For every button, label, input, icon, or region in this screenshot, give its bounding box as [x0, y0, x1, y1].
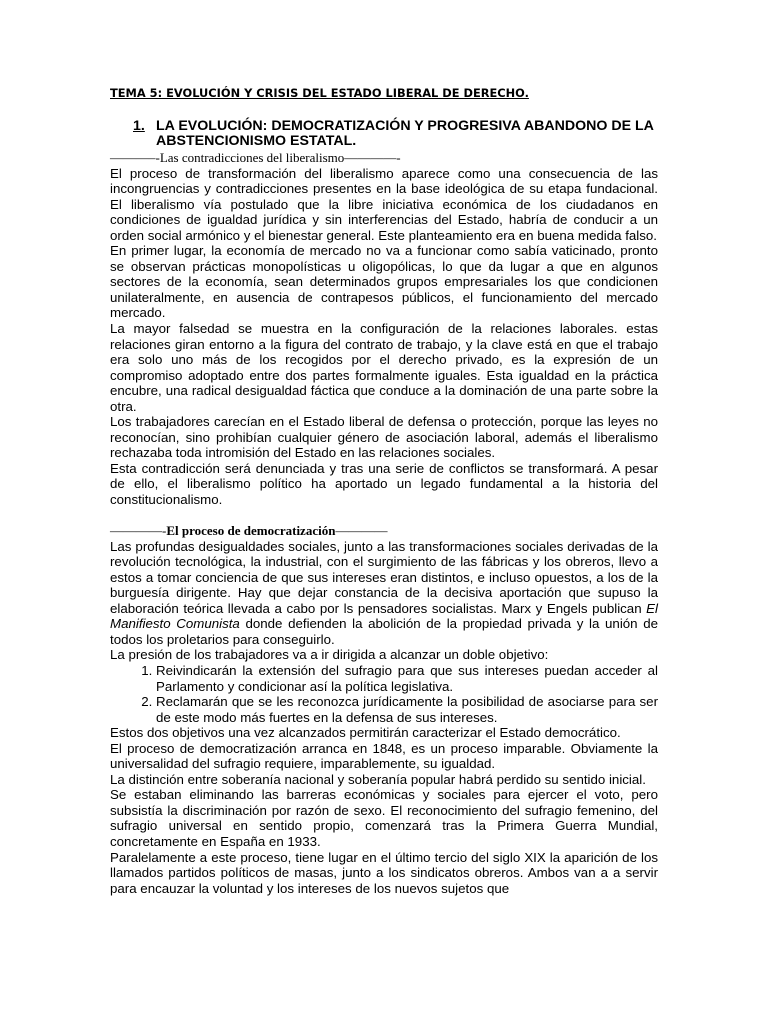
paragraph: El proceso de transformación del liberalismo aparece como una consecuencia de las incongruencias y contradicciones presentes en la base ideológica de su etapa fundacional. El liberalismo vía postulado que la libre iniciativa económica de los ciudadanos en condiciones de igualdad jurídica y sin interferencias del Estado, habría de conducir a un orden social armónico y el bienestar general. Este planteamiento era en buena medida falso.	[110, 165, 658, 243]
document-title: TEMA 5: EVOLUCIÓN Y CRISIS DEL ESTADO LIBERAL DE DERECHO.	[110, 86, 529, 100]
objective-item: 1. Reivindicarán la extensión del sufragio para que sus intereses puedan acceder al Parlamento y condicionar así la política legislativa.	[156, 663, 658, 694]
paragraph: En primer lugar, la economía de mercado no va a funcionar como sabía vaticinado, pronto se observan prácticas monopolísticas u oligopólicas, lo que da lugar a que en algunos sectores de la economía, sean determinados grupos empresariales los que condicionen unilateralmente, en ausencia de contrapesos públicos, el funcionamiento del mercado mercado.	[110, 243, 658, 321]
paragraph: La distinción entre soberanía nacional y soberanía popular habrá perdido su sentido inicial.	[110, 771, 646, 787]
book-title: El Manifiesto Comunista	[110, 600, 658, 632]
document-body	[110, 150, 658, 896]
subheading-rule-left: ————-	[110, 523, 167, 539]
section-number: 1.	[133, 118, 145, 134]
paragraph: Se estaban eliminando las barreras económicas y sociales para ejercer el voto, pero subsistía la discriminación por razón de sexo. El reconocimiento del sufragio femenino, del sufragio universal en sentido propio, comenzará tras la Primera Guerra Mundial, concretamente en España en 1933.	[110, 787, 658, 850]
paragraph: Paralelamente a este proceso, tiene lugar en el último tercio del siglo XIX la aparición de los llamados partidos políticos de masas, junto a los sindicatos obreros. Ambos van a a servir para encauzar la voluntad y los intereses de los nuevos sujetos que	[110, 849, 658, 896]
objective-item: 2. Reclamarán que se les reconozca jurídicamente la posibilidad de asociarse para ser de este modo más fuertes en la defensa de sus intereses.	[156, 694, 658, 725]
subheading-democratizacion	[110, 523, 658, 539]
paragraph	[110, 539, 658, 648]
paragraph: El proceso de democratización arranca en 1848, es un proceso imparable. Obviamente la universalidad del sufragio requiere, imparablemente, su igualdad.	[110, 740, 658, 772]
objectives-list	[110, 663, 658, 725]
paragraph: La mayor falsedad se muestra en la configuración de la relaciones laborales. estas relaciones giran entorno a la figura del contrato de trabajo, y la clave está en que el trabajo era solo uno más de los recogidos por el derecho privado, es la expresión de un compromiso adoptado entre dos partes formalmente iguales. Esta igualdad en la práctica encubre, una radical desigualdad fáctica que conduce a la dominación de una parte sobre la otra.	[110, 321, 658, 414]
paragraph-text: donde defienden la abolición de la propiedad privada y la unión de todos los proletarios para conseguirlo.	[110, 616, 658, 647]
subheading-text: El proceso de democratización	[166, 523, 336, 539]
paragraph: Estos dos objetivos una vez alcanzados permitirán caracterizar el Estado democrático.	[110, 725, 621, 741]
paragraph: La presión de los trabajadores va a ir dirigida a alcanzar un doble objetivo:	[110, 647, 549, 663]
paragraph: Los trabajadores carecían en el Estado liberal de defensa o protección, porque las leyes no reconocían, sino prohibían cualquier género de asociación laboral, además el liberalismo rechazaba toda intromisión del Estado en las relaciones sociales.	[110, 414, 658, 461]
paragraph: Esta contradicción será denunciada y tras una serie de conflictos se transformará. A pesar de ello, el liberalismo político ha aportado un legado fundamental a la historia del constitucionalismo.	[110, 460, 658, 508]
blank-line	[110, 508, 658, 524]
subheading-rule-right: ————	[335, 523, 388, 539]
section-heading	[133, 119, 673, 149]
paragraph-text: Las profundas desigualdades sociales, junto a las transformaciones sociales derivadas de la revolución tecnológica, la industrial, con el surgimiento de las fábricas y los obreros, llevo a estos a tomar conciencia de que sus intereses eran distintos, e incluso opuestos, a los de la burguesía dirigente. Hay que dejar constancia de la decisiva aportación que supuso la elaboración teórica llevada a cabo por ls pensadores socialistas. Marx y Engels publican	[110, 538, 658, 616]
section-heading-text: LA EVOLUCIÓN: DEMOCRATIZACIÓN Y PROGRESIVA ABANDONO DE LA ABSTENCIONISMO ESTATAL.	[156, 118, 654, 149]
subheading-contradicciones: ———–-Las contradicciones del liberalismo————-	[110, 150, 401, 165]
